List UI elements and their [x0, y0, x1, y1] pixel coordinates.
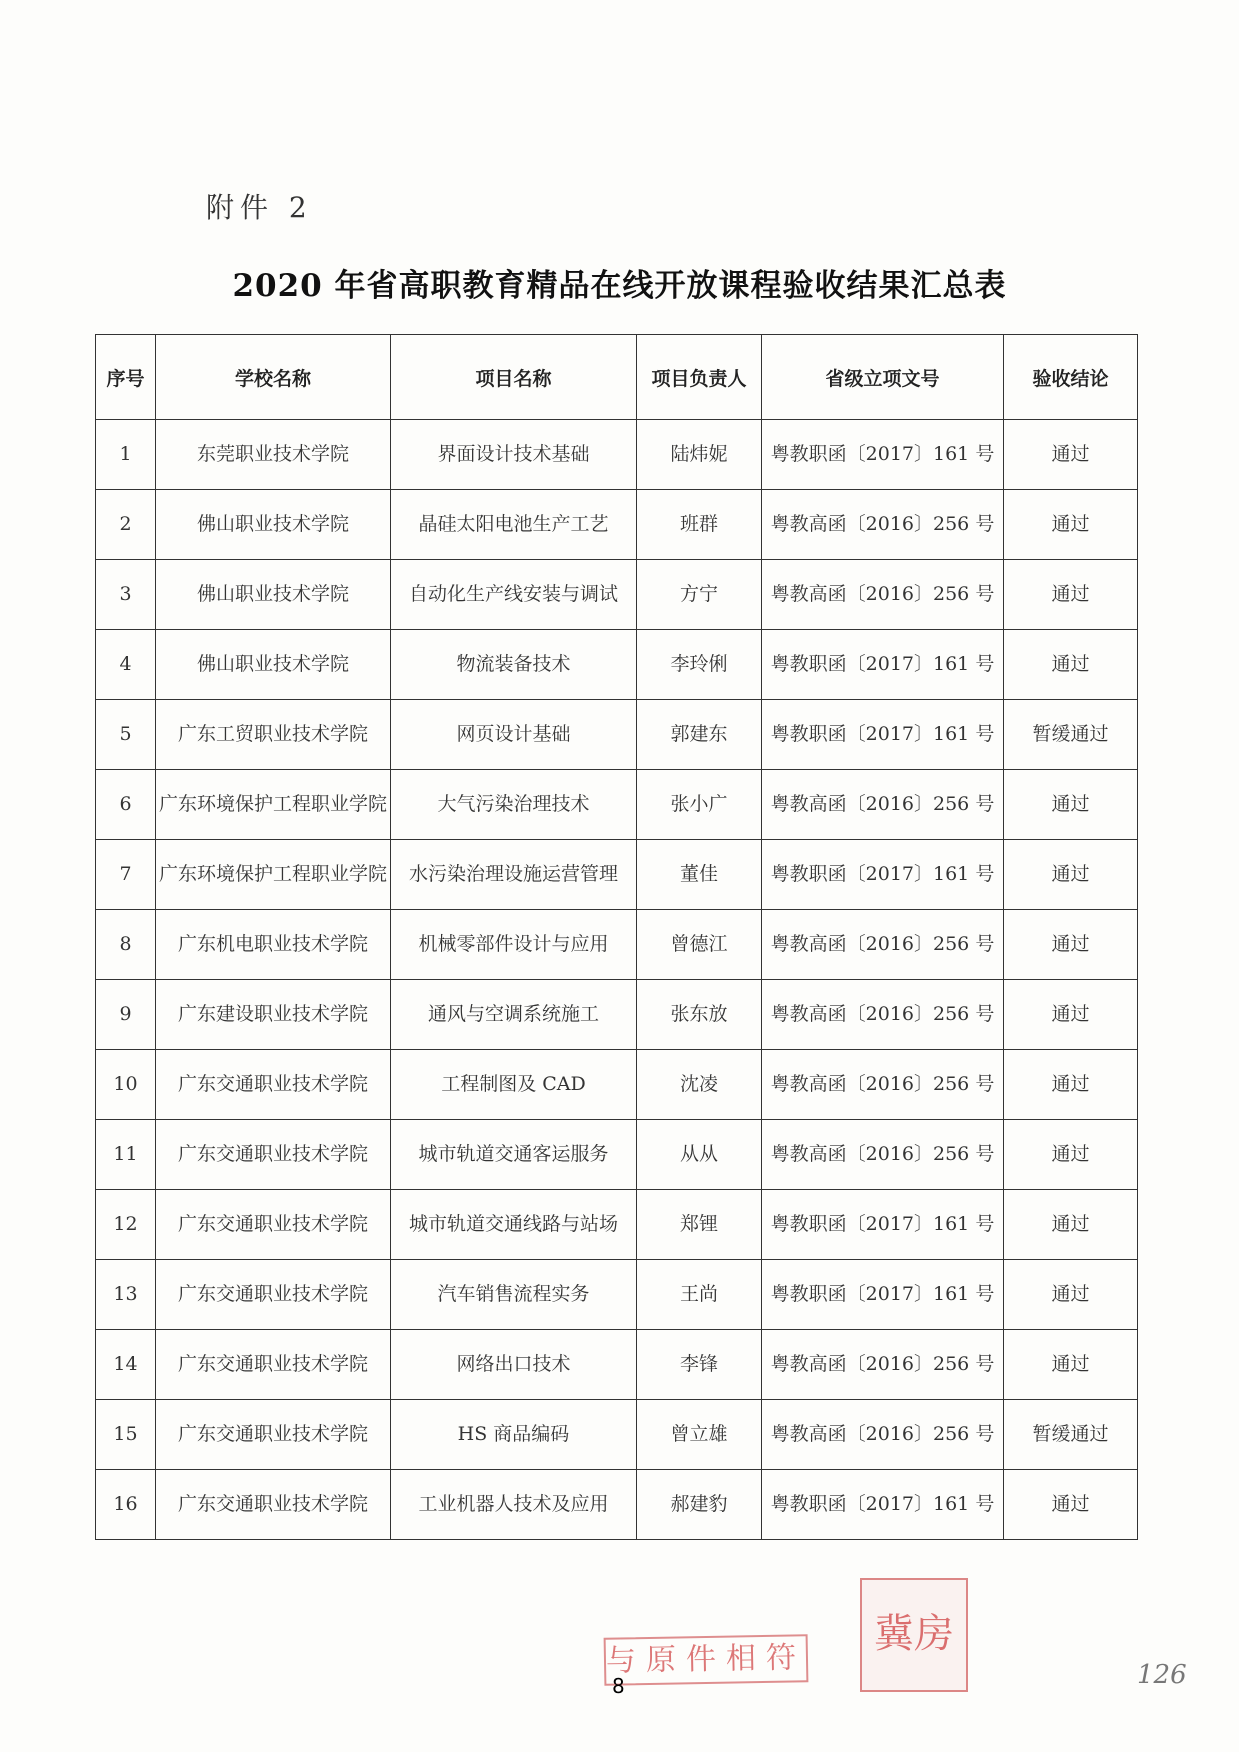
cell-result: 通过	[1004, 770, 1138, 840]
cell-result: 通过	[1004, 1330, 1138, 1400]
cell-school: 广东环境保护工程职业学院	[156, 840, 391, 910]
cell-no: 14	[96, 1330, 156, 1400]
cell-leader: 张东放	[637, 980, 762, 1050]
cell-school: 东莞职业技术学院	[156, 420, 391, 490]
cell-leader: 郝建豹	[637, 1470, 762, 1540]
cell-school: 广东交通职业技术学院	[156, 1470, 391, 1540]
cell-doc-number: 粤教职函〔2017〕161 号	[762, 1260, 1004, 1330]
cell-school: 广东环境保护工程职业学院	[156, 770, 391, 840]
cell-result: 通过	[1004, 560, 1138, 630]
cell-no: 6	[96, 770, 156, 840]
cell-no: 7	[96, 840, 156, 910]
cell-project: HS 商品编码	[391, 1400, 637, 1470]
cell-doc-number: 粤教高函〔2016〕256 号	[762, 1050, 1004, 1120]
table-row	[96, 1050, 1138, 1120]
table-header-row	[96, 335, 1138, 420]
table-row	[96, 420, 1138, 490]
handwritten-note: 126	[1137, 1660, 1187, 1690]
cell-school: 广东交通职业技术学院	[156, 1330, 391, 1400]
header-doc-number: 省级立项文号	[762, 335, 1004, 420]
document-title: 2020 年省高职教育精品在线开放课程验收结果汇总表	[232, 268, 1007, 304]
cell-doc-number: 粤教高函〔2016〕256 号	[762, 1400, 1004, 1470]
cell-result: 通过	[1004, 1470, 1138, 1540]
header-leader: 项目负责人	[637, 335, 762, 420]
cell-leader: 班群	[637, 490, 762, 560]
header-school: 学校名称	[156, 335, 391, 420]
table-row	[96, 1120, 1138, 1190]
cell-result: 通过	[1004, 1120, 1138, 1190]
cell-leader: 郭建东	[637, 700, 762, 770]
cell-leader: 王尚	[637, 1260, 762, 1330]
cell-result: 通过	[1004, 630, 1138, 700]
cell-project: 汽车销售流程实务	[391, 1260, 637, 1330]
cell-doc-number: 粤教职函〔2017〕161 号	[762, 630, 1004, 700]
cell-school: 广东工贸职业技术学院	[156, 700, 391, 770]
cell-leader: 曾立雄	[637, 1400, 762, 1470]
cell-doc-number: 粤教高函〔2016〕256 号	[762, 560, 1004, 630]
header-result: 验收结论	[1004, 335, 1138, 420]
cell-doc-number: 粤教职函〔2017〕161 号	[762, 840, 1004, 910]
cell-school: 广东交通职业技术学院	[156, 1190, 391, 1260]
cell-leader: 陆炜妮	[637, 420, 762, 490]
cell-project: 网络出口技术	[391, 1330, 637, 1400]
cell-doc-number: 粤教高函〔2016〕256 号	[762, 770, 1004, 840]
cell-project: 工业机器人技术及应用	[391, 1470, 637, 1540]
cell-result: 通过	[1004, 420, 1138, 490]
cell-leader: 曾德江	[637, 910, 762, 980]
cell-result: 通过	[1004, 1190, 1138, 1260]
cell-project: 水污染治理设施运营管理	[391, 840, 637, 910]
cell-no: 1	[96, 420, 156, 490]
cell-no: 4	[96, 630, 156, 700]
table-row	[96, 700, 1138, 770]
cell-result: 通过	[1004, 1260, 1138, 1330]
cell-no: 11	[96, 1120, 156, 1190]
copy-conformity-stamp: 与原件相符	[604, 1634, 809, 1686]
cell-no: 16	[96, 1470, 156, 1540]
cell-school: 广东交通职业技术学院	[156, 1400, 391, 1470]
cell-doc-number: 粤教职函〔2017〕161 号	[762, 420, 1004, 490]
cell-result: 暂缓通过	[1004, 700, 1138, 770]
attachment-label: 附件 2	[206, 191, 313, 224]
cell-school: 广东建设职业技术学院	[156, 980, 391, 1050]
cell-leader: 郑锂	[637, 1190, 762, 1260]
cell-no: 15	[96, 1400, 156, 1470]
official-seal: 冀房	[860, 1578, 968, 1692]
table-row	[96, 630, 1138, 700]
cell-result: 暂缓通过	[1004, 1400, 1138, 1470]
table-row	[96, 1190, 1138, 1260]
cell-result: 通过	[1004, 840, 1138, 910]
cell-school: 广东交通职业技术学院	[156, 1120, 391, 1190]
table-row	[96, 1330, 1138, 1400]
cell-leader: 方宁	[637, 560, 762, 630]
cell-project: 城市轨道交通客运服务	[391, 1120, 637, 1190]
cell-project: 机械零部件设计与应用	[391, 910, 637, 980]
cell-leader: 董佳	[637, 840, 762, 910]
cell-no: 13	[96, 1260, 156, 1330]
table-row	[96, 980, 1138, 1050]
cell-leader: 李玲俐	[637, 630, 762, 700]
cell-result: 通过	[1004, 1050, 1138, 1120]
cell-no: 9	[96, 980, 156, 1050]
cell-no: 2	[96, 490, 156, 560]
cell-leader: 李锋	[637, 1330, 762, 1400]
cell-doc-number: 粤教职函〔2017〕161 号	[762, 1190, 1004, 1260]
table-row	[96, 490, 1138, 560]
cell-no: 8	[96, 910, 156, 980]
cell-doc-number: 粤教高函〔2016〕256 号	[762, 1120, 1004, 1190]
cell-doc-number: 粤教高函〔2016〕256 号	[762, 910, 1004, 980]
cell-school: 佛山职业技术学院	[156, 490, 391, 560]
table-row	[96, 560, 1138, 630]
cell-project: 工程制图及 CAD	[391, 1050, 637, 1120]
cell-project: 城市轨道交通线路与站场	[391, 1190, 637, 1260]
cell-result: 通过	[1004, 910, 1138, 980]
cell-no: 3	[96, 560, 156, 630]
table-row	[96, 910, 1138, 980]
cell-no: 10	[96, 1050, 156, 1120]
cell-doc-number: 粤教职函〔2017〕161 号	[762, 1470, 1004, 1540]
cell-school: 广东交通职业技术学院	[156, 1260, 391, 1330]
cell-project: 晶硅太阳电池生产工艺	[391, 490, 637, 560]
table-row	[96, 1470, 1138, 1540]
cell-project: 自动化生产线安装与调试	[391, 560, 637, 630]
cell-project: 网页设计基础	[391, 700, 637, 770]
cell-project: 界面设计技术基础	[391, 420, 637, 490]
cell-school: 佛山职业技术学院	[156, 560, 391, 630]
cell-leader: 沈凌	[637, 1050, 762, 1120]
cell-result: 通过	[1004, 490, 1138, 560]
cell-result: 通过	[1004, 980, 1138, 1050]
cell-school: 广东交通职业技术学院	[156, 1050, 391, 1120]
page-number: 8	[612, 1674, 625, 1698]
cell-no: 5	[96, 700, 156, 770]
cell-doc-number: 粤教高函〔2016〕256 号	[762, 490, 1004, 560]
table-row	[96, 1400, 1138, 1470]
cell-no: 12	[96, 1190, 156, 1260]
cell-school: 广东机电职业技术学院	[156, 910, 391, 980]
cell-doc-number: 粤教高函〔2016〕256 号	[762, 1330, 1004, 1400]
cell-project: 通风与空调系统施工	[391, 980, 637, 1050]
table-row	[96, 770, 1138, 840]
cell-leader: 张小广	[637, 770, 762, 840]
cell-project: 大气污染治理技术	[391, 770, 637, 840]
results-table	[95, 334, 1138, 1540]
header-no: 序号	[96, 335, 156, 420]
table-row	[96, 840, 1138, 910]
cell-doc-number: 粤教高函〔2016〕256 号	[762, 980, 1004, 1050]
cell-school: 佛山职业技术学院	[156, 630, 391, 700]
cell-project: 物流装备技术	[391, 630, 637, 700]
table-row	[96, 1260, 1138, 1330]
header-project: 项目名称	[391, 335, 637, 420]
cell-doc-number: 粤教职函〔2017〕161 号	[762, 700, 1004, 770]
cell-leader: 从从	[637, 1120, 762, 1190]
